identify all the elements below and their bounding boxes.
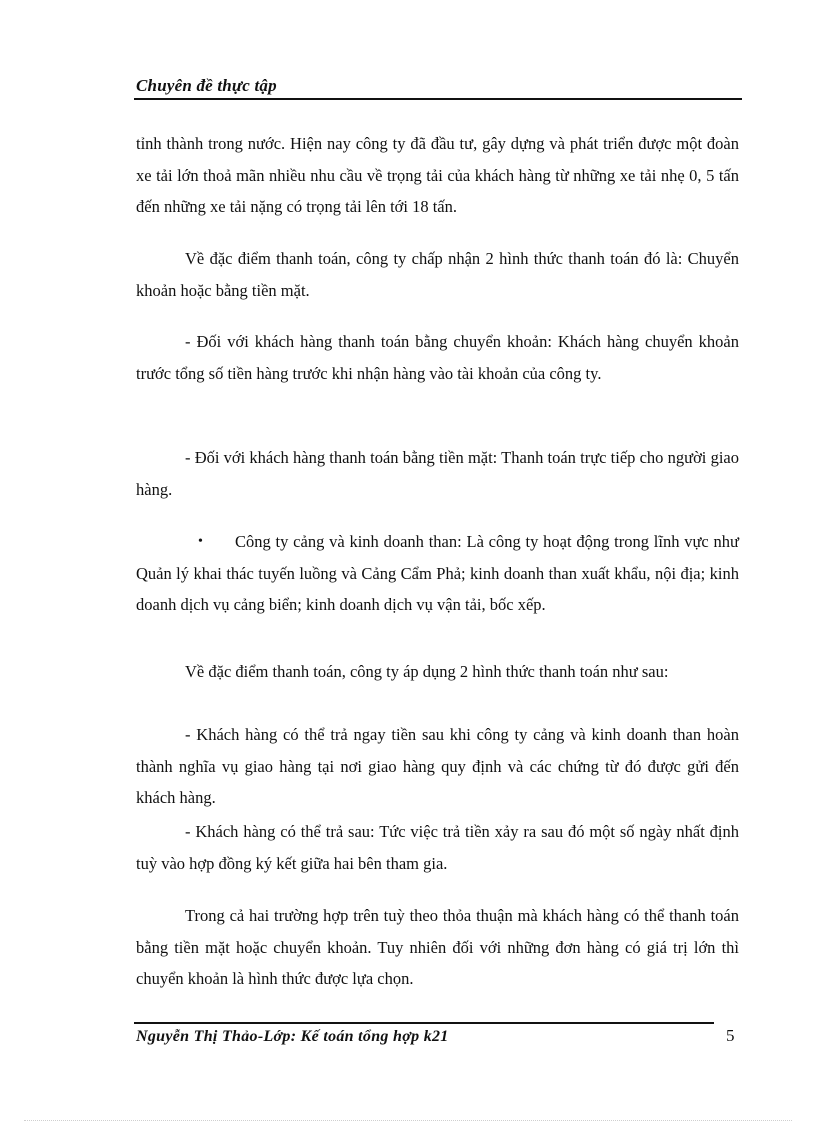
paragraph-payment-methods: Về đặc điểm thanh toán, công ty áp dụng 2 hình thức thanh toán như sau:: [185, 662, 669, 681]
header-divider: [134, 98, 742, 100]
paragraph-pay-immediately: - Khách hàng có thể trả ngay tiền sau khi công ty cảng và kinh doanh than hoàn thành nghĩa vụ giao hàng tại nơi giao hàng quy định và các chứng từ đó được gửi đến khách hàng.: [136, 725, 739, 807]
footer-divider: [134, 1022, 714, 1024]
paragraph-transfer: - Đối với khách hàng thanh toán bằng chuyển khoản: Khách hàng chuyển khoản trước tổng số tiền hàng trước khi nhận hàng vào tài khoản của công ty.: [136, 332, 739, 383]
paragraph-fleet: tỉnh thành trong nước. Hiện nay công ty đã đầu tư, gây dựng và phát triển được một đoàn xe tải lớn thoả mãn nhiều nhu cầu về trọng tải của khách hàng từ những xe tải nhẹ 0, 5 tấn đến những xe tải nặng có trọng tải lên tới 18 tấn.: [136, 134, 739, 216]
page-number: 5: [726, 1026, 735, 1045]
bullet-icon: •: [198, 534, 203, 549]
paragraph-port-company: Công ty cảng và kinh doanh than: Là công ty hoạt động trong lĩnh vực như Quản lý khai thác tuyến luồng và Cảng Cẩm Phả; kinh doanh than xuất khẩu, nội địa; kinh doanh dịch vụ cảng biển; kinh doanh dịch vụ vận tải, bốc xếp.: [136, 532, 739, 614]
paragraph-pay-later: - Khách hàng có thể trả sau: Tức việc trả tiền xảy ra sau đó một số ngày nhất định tuỳ vào hợp đồng ký kết giữa hai bên tham gia.: [136, 822, 739, 873]
page-header-title: Chuyên đề thực tập: [136, 76, 277, 95]
paragraph-cash: - Đối với khách hàng thanh toán bằng tiền mặt: Thanh toán trực tiếp cho người giao hàng.: [136, 448, 739, 499]
page-edge-divider: [24, 1120, 792, 1121]
paragraph-conclusion: Trong cả hai trường hợp trên tuỳ theo thỏa thuận mà khách hàng có thể thanh toán bằng tiền mặt hoặc chuyển khoản. Tuy nhiên đối với những đơn hàng có giá trị lớn thì chuyển khoản là hình thức được lựa chọn.: [136, 906, 739, 988]
paragraph-payment-intro: Về đặc điểm thanh toán, công ty chấp nhận 2 hình thức thanh toán đó là: Chuyển khoản hoặc bằng tiền mặt.: [136, 249, 739, 300]
footer-author: Nguyễn Thị Thảo-Lớp: Kế toán tổng hợp k21: [136, 1028, 449, 1045]
